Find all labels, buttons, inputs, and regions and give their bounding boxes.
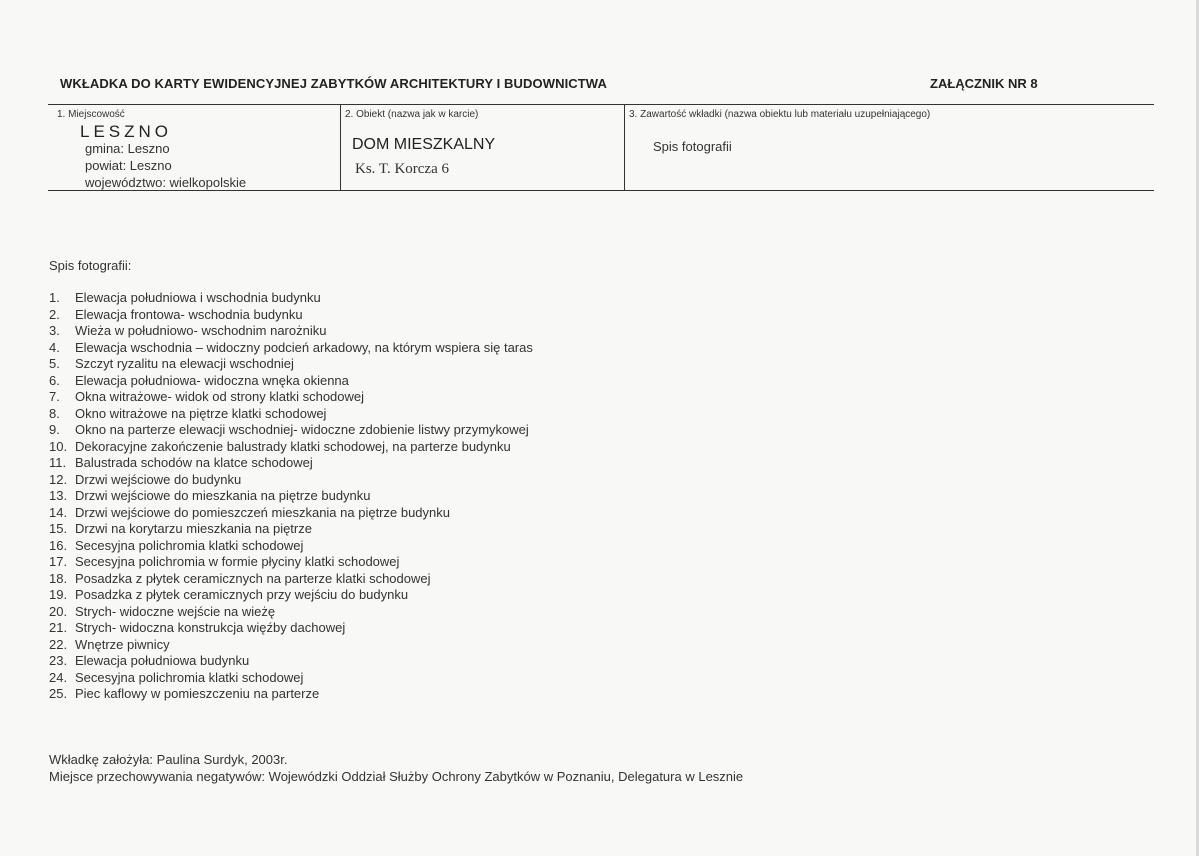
author-note: Wkładkę założyła: Paulina Surdyk, 2003r.: [49, 752, 288, 767]
locality-cell: [48, 105, 341, 190]
annex-number: ZAŁĄCZNIK NR 8: [930, 76, 1038, 91]
list-item-text: Elewacja południowa i wschodnia budynku: [75, 290, 321, 305]
list-item-text: Wnętrze piwnicy: [75, 636, 170, 652]
list-item-text: Elewacja południowa- widoczna wnęka okienna: [75, 372, 349, 388]
list-item: [49, 571, 533, 588]
document-title: WKŁADKA DO KARTY EWIDENCYJNEJ ZABYTKÓW ARCHITEKTURY I BUDOWNICTWA: [60, 76, 607, 91]
list-item: [49, 455, 533, 472]
list-item-number: 11.: [49, 455, 67, 470]
list-item-number: 6.: [49, 372, 60, 388]
list-item-text: Strych- widoczne wejście na wieżę: [75, 603, 276, 619]
list-item: [49, 472, 533, 489]
list-item: [49, 340, 533, 357]
list-item-number: 8.: [49, 405, 60, 421]
list-item: [49, 686, 533, 703]
list-item: [49, 538, 533, 555]
list-item-text: Wieża w południowo- wschodnim narożniku: [75, 323, 327, 338]
list-item: [49, 488, 533, 505]
list-item: [49, 637, 533, 654]
storage-note: Miejsce przechowywania negatywów: Wojewódzki Oddział Służby Ochrony Zabytków w Poznaniu, Delegatura w Lesznie: [49, 769, 744, 784]
list-item-text: Secesyjna polichromia w formie płyciny klatki schodowej: [75, 554, 400, 569]
gmina: gmina: Leszno: [85, 141, 170, 156]
list-item: [49, 323, 533, 340]
list-item: [49, 670, 533, 687]
list-item: [49, 554, 533, 571]
list-item: [49, 604, 533, 621]
list-item-number: 18.: [49, 570, 68, 586]
list-item-text: Okno na parterze elewacji wschodniej- widoczne zdobienie listwy przymykowej: [75, 422, 529, 437]
list-item-text: Okna witrażowe- widok od strony klatki schodowej: [75, 389, 365, 404]
list-item-number: 21.: [49, 620, 68, 635]
list-item-number: 3.: [49, 323, 60, 338]
list-item-number: 20.: [49, 603, 68, 619]
list-item-number: 10.: [49, 438, 68, 454]
list-item-text: Drzwi wejściowe do mieszkania na piętrze budynku: [75, 488, 371, 503]
list-item-text: Drzwi na korytarzu mieszkania na piętrze: [75, 521, 312, 536]
list-item: [49, 653, 533, 670]
locality-label: 1. Miejscowość: [57, 109, 125, 120]
list-item-number: 16.: [49, 537, 68, 553]
list-item: [49, 356, 533, 373]
list-item-text: Okno witrażowe na piętrze klatki schodowej: [75, 405, 327, 421]
list-item-number: 17.: [49, 554, 68, 569]
content-value: Spis fotografii: [653, 139, 732, 154]
wojewodztwo: województwo: wielkopolskie: [85, 175, 247, 190]
list-item-number: 19.: [49, 587, 68, 602]
list-item-text: Posadzka z płytek ceramicznych przy wejściu do budynku: [75, 587, 409, 602]
powiat: powiat: Leszno: [85, 158, 172, 173]
header-table: [48, 104, 1154, 191]
list-item-text: Piec kaflowy w pomieszczeniu na parterze: [75, 686, 320, 701]
list-item-number: 22.: [49, 636, 68, 652]
town-name: LESZNO: [80, 122, 173, 141]
list-item-text: Secesyjna polichromia klatki schodowej: [75, 537, 304, 553]
list-item: [49, 307, 533, 324]
list-item-text: Strych- widoczna konstrukcja więźby dachowej: [75, 620, 346, 635]
list-item: [49, 505, 533, 522]
list-item-number: 13.: [49, 488, 68, 503]
list-item: [49, 620, 533, 637]
list-item: [49, 389, 533, 406]
list-item-number: 9.: [49, 422, 60, 437]
object-address: Ks. T. Korcza 6: [355, 161, 449, 177]
list-item-number: 7.: [49, 389, 60, 404]
object-cell: [341, 105, 625, 190]
list-item: [49, 439, 533, 456]
list-item-text: Elewacja frontowa- wschodnia budynku: [75, 306, 303, 322]
object-name: DOM MIESZKALNY: [352, 136, 496, 153]
list-item: [49, 373, 533, 390]
list-item-number: 1.: [49, 290, 60, 305]
list-item-number: 12.: [49, 471, 68, 487]
list-item-number: 24.: [49, 669, 68, 685]
list-item-text: Balustrada schodów na klatce schodowej: [75, 455, 313, 470]
list-item-number: 2.: [49, 306, 60, 322]
list-item: [49, 406, 533, 423]
list-item: [49, 521, 533, 538]
list-item-text: Dekoracyjne zakończenie balustrady klatki schodowej, na parterze budynku: [75, 438, 511, 454]
list-item-number: 14.: [49, 504, 68, 520]
list-item: [49, 290, 533, 307]
list-item-text: Szczyt ryzalitu na elewacji wschodniej: [75, 356, 294, 371]
list-item-number: 25.: [49, 686, 68, 701]
list-item-text: Drzwi wejściowe do pomieszczeń mieszkania na piętrze budynku: [75, 504, 451, 520]
list-item-number: 23.: [49, 653, 68, 668]
list-item: [49, 422, 533, 439]
list-item-text: Secesyjna polichromia klatki schodowej: [75, 669, 304, 685]
list-heading: Spis fotografii:: [49, 258, 132, 273]
object-label: 2. Obiekt (nazwa jak w karcie): [345, 109, 479, 120]
list-item: [49, 587, 533, 604]
list-item-number: 15.: [49, 521, 68, 536]
photo-list: [49, 290, 533, 703]
content-label: 3. Zawartość wkładki (nazwa obiektu lub materiału uzupełniającego): [629, 109, 931, 120]
list-item-text: Posadzka z płytek ceramicznych na parterze klatki schodowej: [75, 570, 431, 586]
list-item-number: 4.: [49, 339, 60, 355]
list-item-text: Elewacja wschodnia – widoczny podcień arkadowy, na którym wspiera się taras: [75, 339, 533, 355]
list-item-text: Elewacja południowa budynku: [75, 653, 250, 668]
content-cell: [625, 105, 1154, 190]
list-item-text: Drzwi wejściowe do budynku: [75, 471, 242, 487]
list-item-number: 5.: [49, 356, 60, 371]
